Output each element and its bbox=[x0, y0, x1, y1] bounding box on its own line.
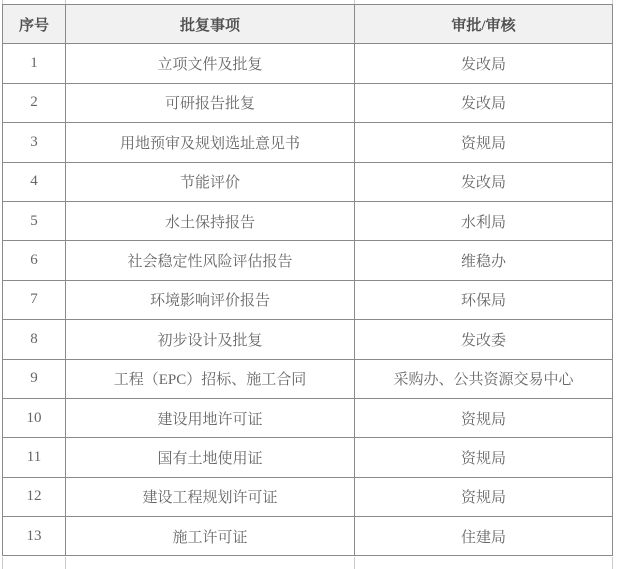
cell-approver: 资规局 bbox=[355, 477, 613, 516]
table-row bbox=[3, 320, 613, 359]
cell-item: 用地预审及规划选址意见书 bbox=[66, 123, 355, 162]
cell-no: 13 bbox=[3, 517, 66, 556]
cell-item: 社会稳定性风险评估报告 bbox=[66, 241, 355, 280]
cell-no: 8 bbox=[3, 320, 66, 359]
cell-approver: 资规局 bbox=[355, 438, 613, 477]
col-header-item: 批复事项 bbox=[66, 5, 355, 44]
cropped-row-border-bottom-right bbox=[612, 557, 613, 569]
table-row bbox=[3, 359, 613, 398]
cell-no: 6 bbox=[3, 241, 66, 280]
cell-approver: 发改局 bbox=[355, 162, 613, 201]
table-row bbox=[3, 123, 613, 162]
cropped-row-border-bottom-div2 bbox=[354, 557, 355, 569]
cell-no: 2 bbox=[3, 83, 66, 122]
cell-no: 4 bbox=[3, 162, 66, 201]
table-row bbox=[3, 280, 613, 319]
cell-approver: 住建局 bbox=[355, 517, 613, 556]
table-row bbox=[3, 517, 613, 556]
cell-no: 10 bbox=[3, 398, 66, 437]
table-body bbox=[3, 44, 613, 556]
cell-no: 1 bbox=[3, 44, 66, 83]
cell-approver: 维稳办 bbox=[355, 241, 613, 280]
cell-no: 9 bbox=[3, 359, 66, 398]
table-row bbox=[3, 201, 613, 240]
cropped-row-border-bottom-div1 bbox=[65, 557, 66, 569]
table-row bbox=[3, 162, 613, 201]
cell-item: 初步设计及批复 bbox=[66, 320, 355, 359]
cell-approver: 水利局 bbox=[355, 201, 613, 240]
cell-item: 建设用地许可证 bbox=[66, 398, 355, 437]
cell-approver: 发改局 bbox=[355, 83, 613, 122]
table-header bbox=[3, 5, 613, 44]
cell-item: 水土保持报告 bbox=[66, 201, 355, 240]
approval-table bbox=[2, 4, 613, 556]
table-row bbox=[3, 438, 613, 477]
cell-item: 建设工程规划许可证 bbox=[66, 477, 355, 516]
cell-item: 可研报告批复 bbox=[66, 83, 355, 122]
table-row bbox=[3, 83, 613, 122]
cell-item: 施工许可证 bbox=[66, 517, 355, 556]
cell-item: 工程（EPC）招标、施工合同 bbox=[66, 359, 355, 398]
cell-approver: 发改委 bbox=[355, 320, 613, 359]
cell-item: 立项文件及批复 bbox=[66, 44, 355, 83]
cell-approver: 环保局 bbox=[355, 280, 613, 319]
cell-no: 7 bbox=[3, 280, 66, 319]
table-row bbox=[3, 398, 613, 437]
cell-approver: 发改局 bbox=[355, 44, 613, 83]
cell-item: 国有土地使用证 bbox=[66, 438, 355, 477]
col-header-no: 序号 bbox=[3, 5, 66, 44]
col-header-approver: 审批/审核 bbox=[355, 5, 613, 44]
cell-no: 3 bbox=[3, 123, 66, 162]
cell-no: 11 bbox=[3, 438, 66, 477]
cell-approver: 资规局 bbox=[355, 123, 613, 162]
cell-item: 环境影响评价报告 bbox=[66, 280, 355, 319]
header-row bbox=[3, 5, 613, 44]
cell-approver: 采购办、公共资源交易中心 bbox=[355, 359, 613, 398]
cell-no: 5 bbox=[3, 201, 66, 240]
table-row bbox=[3, 241, 613, 280]
table-row bbox=[3, 477, 613, 516]
cell-item: 节能评价 bbox=[66, 162, 355, 201]
cell-no: 12 bbox=[3, 477, 66, 516]
cropped-row-border-bottom-left bbox=[2, 557, 3, 569]
table-row bbox=[3, 44, 613, 83]
cell-approver: 资规局 bbox=[355, 398, 613, 437]
